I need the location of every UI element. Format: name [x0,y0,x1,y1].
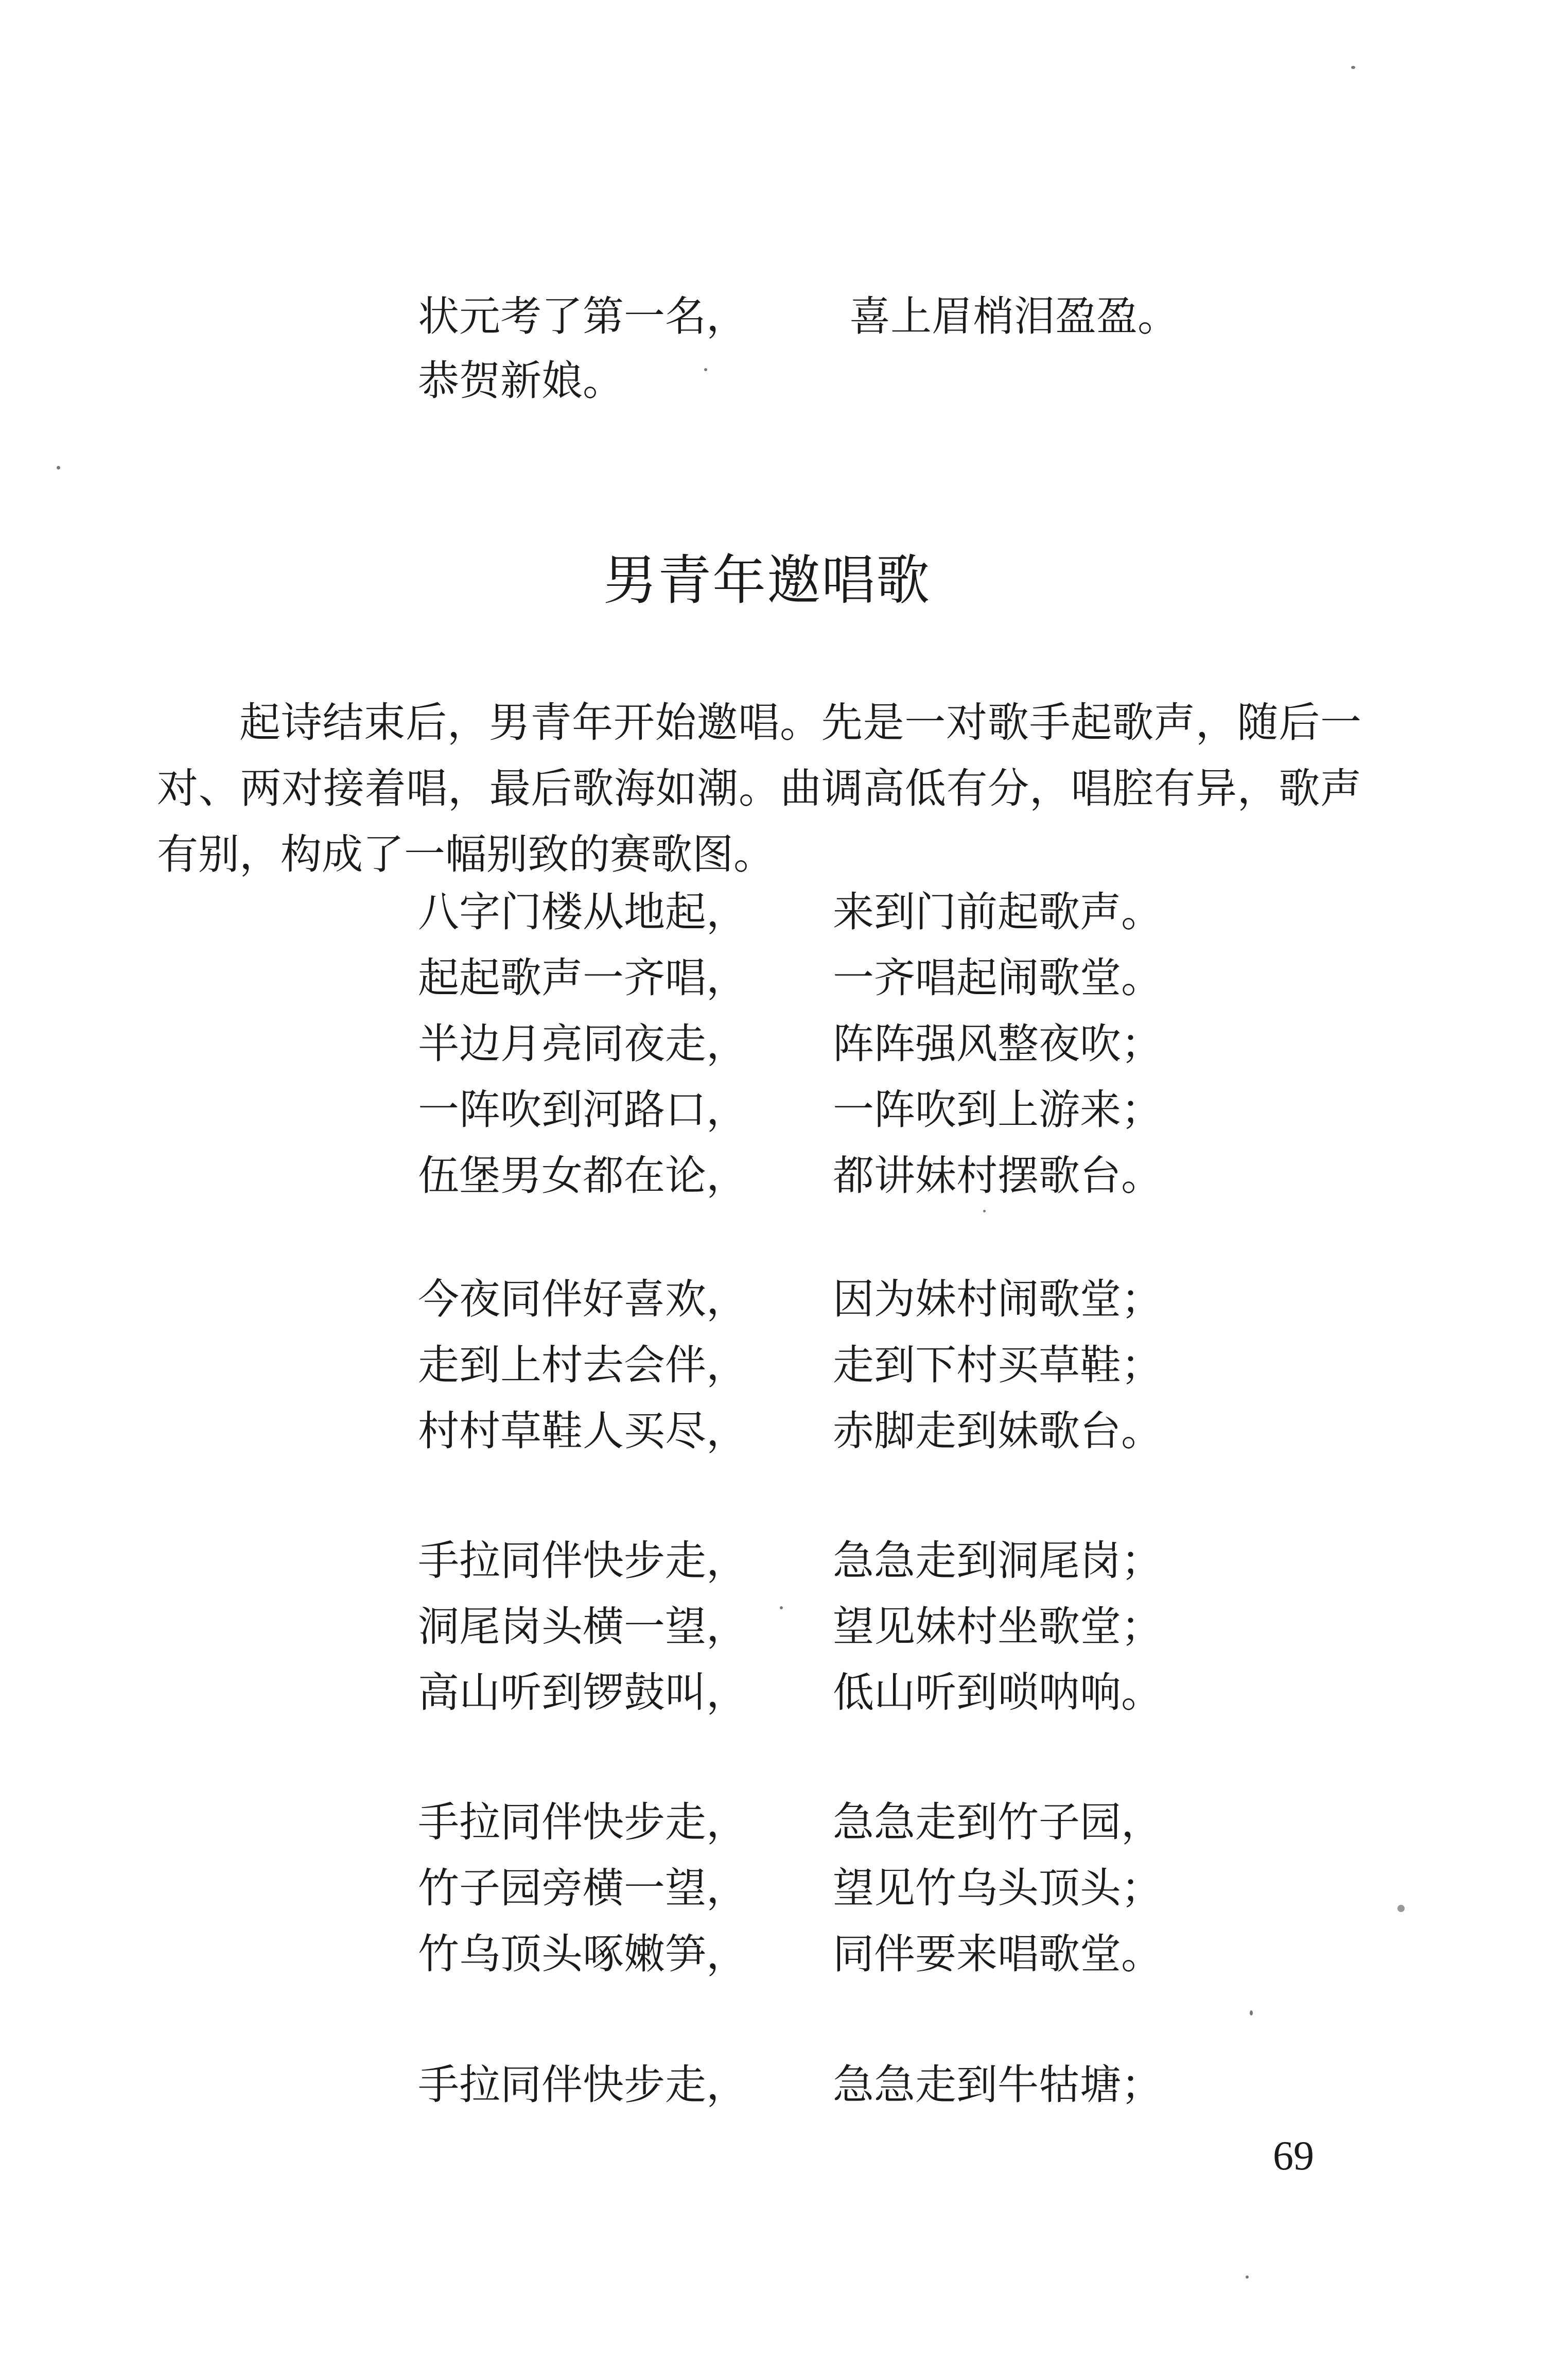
scan-speck [780,1606,783,1609]
scan-speck [1351,66,1355,69]
poem-line-left: 洞尾岗头横一望， [418,1603,747,1651]
poem-line-left: 手拉同伴快步走， [418,1798,747,1846]
poem-line-left: 八字门楼从地起， [418,888,747,936]
poem-line-right: 急急走到洞尾岗； [833,1537,1162,1585]
poem-line-left: 竹子园旁横一望， [418,1864,747,1912]
section-title: 男青年邀唱歌 [603,549,931,612]
poem-line-right: 同伴要来唱歌堂。 [833,1930,1162,1978]
poem-line-left: 半边月亮同夜走， [418,1020,747,1068]
top-verse-line-2-left: 恭贺新娘。 [418,357,624,405]
top-verse-line-1-right: 喜上眉梢泪盈盈。 [849,292,1179,340]
page-number: 69 [1273,2133,1314,2179]
poem-line-right: 一齐唱起闹歌堂。 [833,954,1162,1002]
poem-line-left: 手拉同伴快步走， [418,2061,747,2109]
poem-line-left: 一阵吹到河路口， [418,1086,747,1134]
poem-line-right: 望见竹乌头顶头； [833,1864,1162,1912]
scan-speck [1246,2275,1249,2279]
poem-line-left: 起起歌声一齐唱， [418,954,747,1002]
poem-line-right: 赤脚走到妹歌台。 [833,1407,1162,1455]
poem-line-left: 伍堡男女都在论， [418,1152,747,1200]
poem-line-right: 都讲妹村摆歌台。 [833,1152,1162,1200]
poem-line-right: 因为妹村闹歌堂； [833,1275,1162,1323]
scan-speck [1250,2010,1253,2016]
poem-line-left: 高山听到锣鼓叫， [418,1669,747,1716]
poem-line-left: 走到上村去会伴， [418,1341,747,1389]
poem-line-right: 来到门前起歌声。 [833,888,1162,936]
poem-line-left: 竹乌顶头啄嫩笋， [418,1930,747,1978]
poem-line-right: 急急走到竹子园， [833,1798,1162,1846]
poem-line-left: 今夜同伴好喜欢， [418,1275,747,1323]
intro-paragraph: 起诗结束后，男青年开始邀唱。先是一对歌手起歌声，随后一对、两对接着唱，最后歌海如潮。曲调高低有分，唱腔有异，歌声有别，构成了一幅别致的赛歌图。 [157,699,1361,878]
scan-speck [57,466,60,470]
poem-line-right: 一阵吹到上游来； [833,1086,1162,1134]
poem-line-right: 望见妹村坐歌堂； [833,1603,1162,1651]
poem-line-right: 低山听到唢呐响。 [833,1669,1162,1716]
poem-line-right: 急急走到牛牯塘； [833,2061,1162,2109]
top-verse-line-1-left: 状元考了第一名， [418,292,747,340]
poem-line-left: 村村草鞋人买尽， [418,1407,747,1455]
scan-speck [1397,1905,1405,1912]
poem-line-right: 走到下村买草鞋； [833,1341,1162,1389]
scan-speck [704,368,707,371]
poem-line-right: 阵阵强风整夜吹； [833,1020,1162,1068]
poem-line-left: 手拉同伴快步走， [418,1537,747,1585]
scan-speck [983,1210,986,1212]
